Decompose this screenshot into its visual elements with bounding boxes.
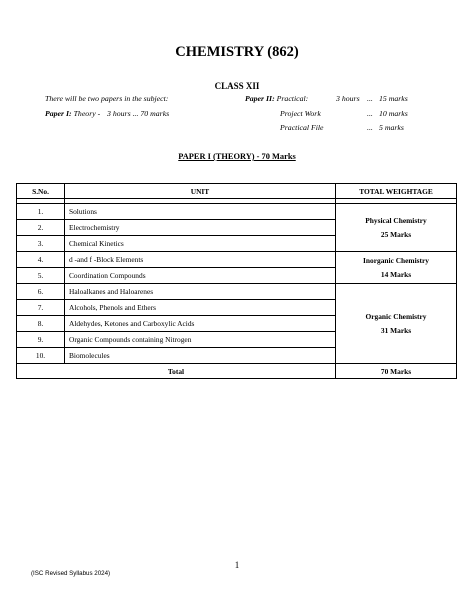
group-marks: 31 Marks <box>380 325 412 335</box>
total-marks: 70 Marks <box>336 364 457 379</box>
total-row <box>17 364 457 379</box>
paper2-marks: 15 marks <box>379 94 408 103</box>
group-name: Inorganic Chemistry <box>363 255 429 265</box>
practical-file-sep: ... <box>367 123 373 132</box>
page-number: 1 <box>234 560 240 570</box>
row-unit: Haloalkanes and Haloarenes <box>65 284 336 300</box>
row-unit: Coordination Compounds <box>65 268 336 284</box>
row-unit: Aldehydes, Ketones and Carboxylic Acids <box>65 316 336 332</box>
group-marks: 14 Marks <box>380 269 412 279</box>
row-sno: 7. <box>17 300 65 316</box>
row-sno: 1. <box>17 204 65 220</box>
footer-note: (ISC Revised Syllabus 2024) <box>31 570 111 577</box>
paper1-sep: ... <box>132 109 139 118</box>
group-inorganic <box>336 252 457 284</box>
paper2-label <box>245 94 308 103</box>
row-sno: 6. <box>17 284 65 300</box>
paper1-label-bold: Paper I: <box>45 109 72 118</box>
row-sno: 4. <box>17 252 65 268</box>
group-organic <box>336 284 457 364</box>
row-sno: 8. <box>17 316 65 332</box>
group-name: Physical Chemistry <box>365 215 427 225</box>
project-work-marks: 10 marks <box>379 109 408 118</box>
paper1-hours: 3 hours <box>107 109 131 118</box>
row-sno: 9. <box>17 332 65 348</box>
intro-text: There will be two papers in the subject: <box>45 94 169 103</box>
row-sno: 5. <box>17 268 65 284</box>
group-marks: 25 Marks <box>380 229 412 239</box>
group-physical <box>336 204 457 252</box>
header-unit: UNIT <box>65 184 336 199</box>
project-work-label: Project Work <box>280 109 321 118</box>
row-unit: Organic Compounds containing Nitrogen <box>65 332 336 348</box>
header-weightage: TOTAL WEIGHTAGE <box>336 184 457 199</box>
paper2-sep: ... <box>367 94 373 103</box>
row-sno: 3. <box>17 236 65 252</box>
practical-file-label: Practical File <box>280 123 324 132</box>
syllabus-table <box>16 183 457 379</box>
table-header-row <box>17 184 457 199</box>
paper2-name: Practical: <box>276 94 309 103</box>
paper-title-text: PAPER I (THEORY) - 70 Marks <box>178 152 296 161</box>
row-unit: Biomolecules <box>65 348 336 364</box>
row-sno: 2. <box>17 220 65 236</box>
paper2-duration: 3 hours <box>336 94 360 103</box>
paper1-marks: 70 marks <box>140 109 170 118</box>
project-work-sep: ... <box>367 109 373 118</box>
header-sno: S.No. <box>17 184 65 199</box>
paper1-label <box>45 109 100 118</box>
row-unit: d -and f -Block Elements <box>65 252 336 268</box>
row-unit: Solutions <box>65 204 336 220</box>
table-row <box>17 284 457 300</box>
paper1-duration <box>107 109 169 118</box>
paper-title <box>0 152 474 161</box>
page-title: CHEMISTRY (862) <box>175 44 299 60</box>
class-label: CLASS XII <box>214 81 260 91</box>
total-label: Total <box>17 364 336 379</box>
group-name: Organic Chemistry <box>365 311 427 321</box>
row-unit: Alcohols, Phenols and Ethers <box>65 300 336 316</box>
paper1-name: Theory - <box>73 109 101 118</box>
row-unit: Chemical Kinetics <box>65 236 336 252</box>
row-sno: 10. <box>17 348 65 364</box>
row-unit: Electrochemistry <box>65 220 336 236</box>
table-row <box>17 204 457 220</box>
practical-file-marks: 5 marks <box>379 123 404 132</box>
paper2-label-bold: Paper II: <box>245 94 275 103</box>
table-row <box>17 252 457 268</box>
